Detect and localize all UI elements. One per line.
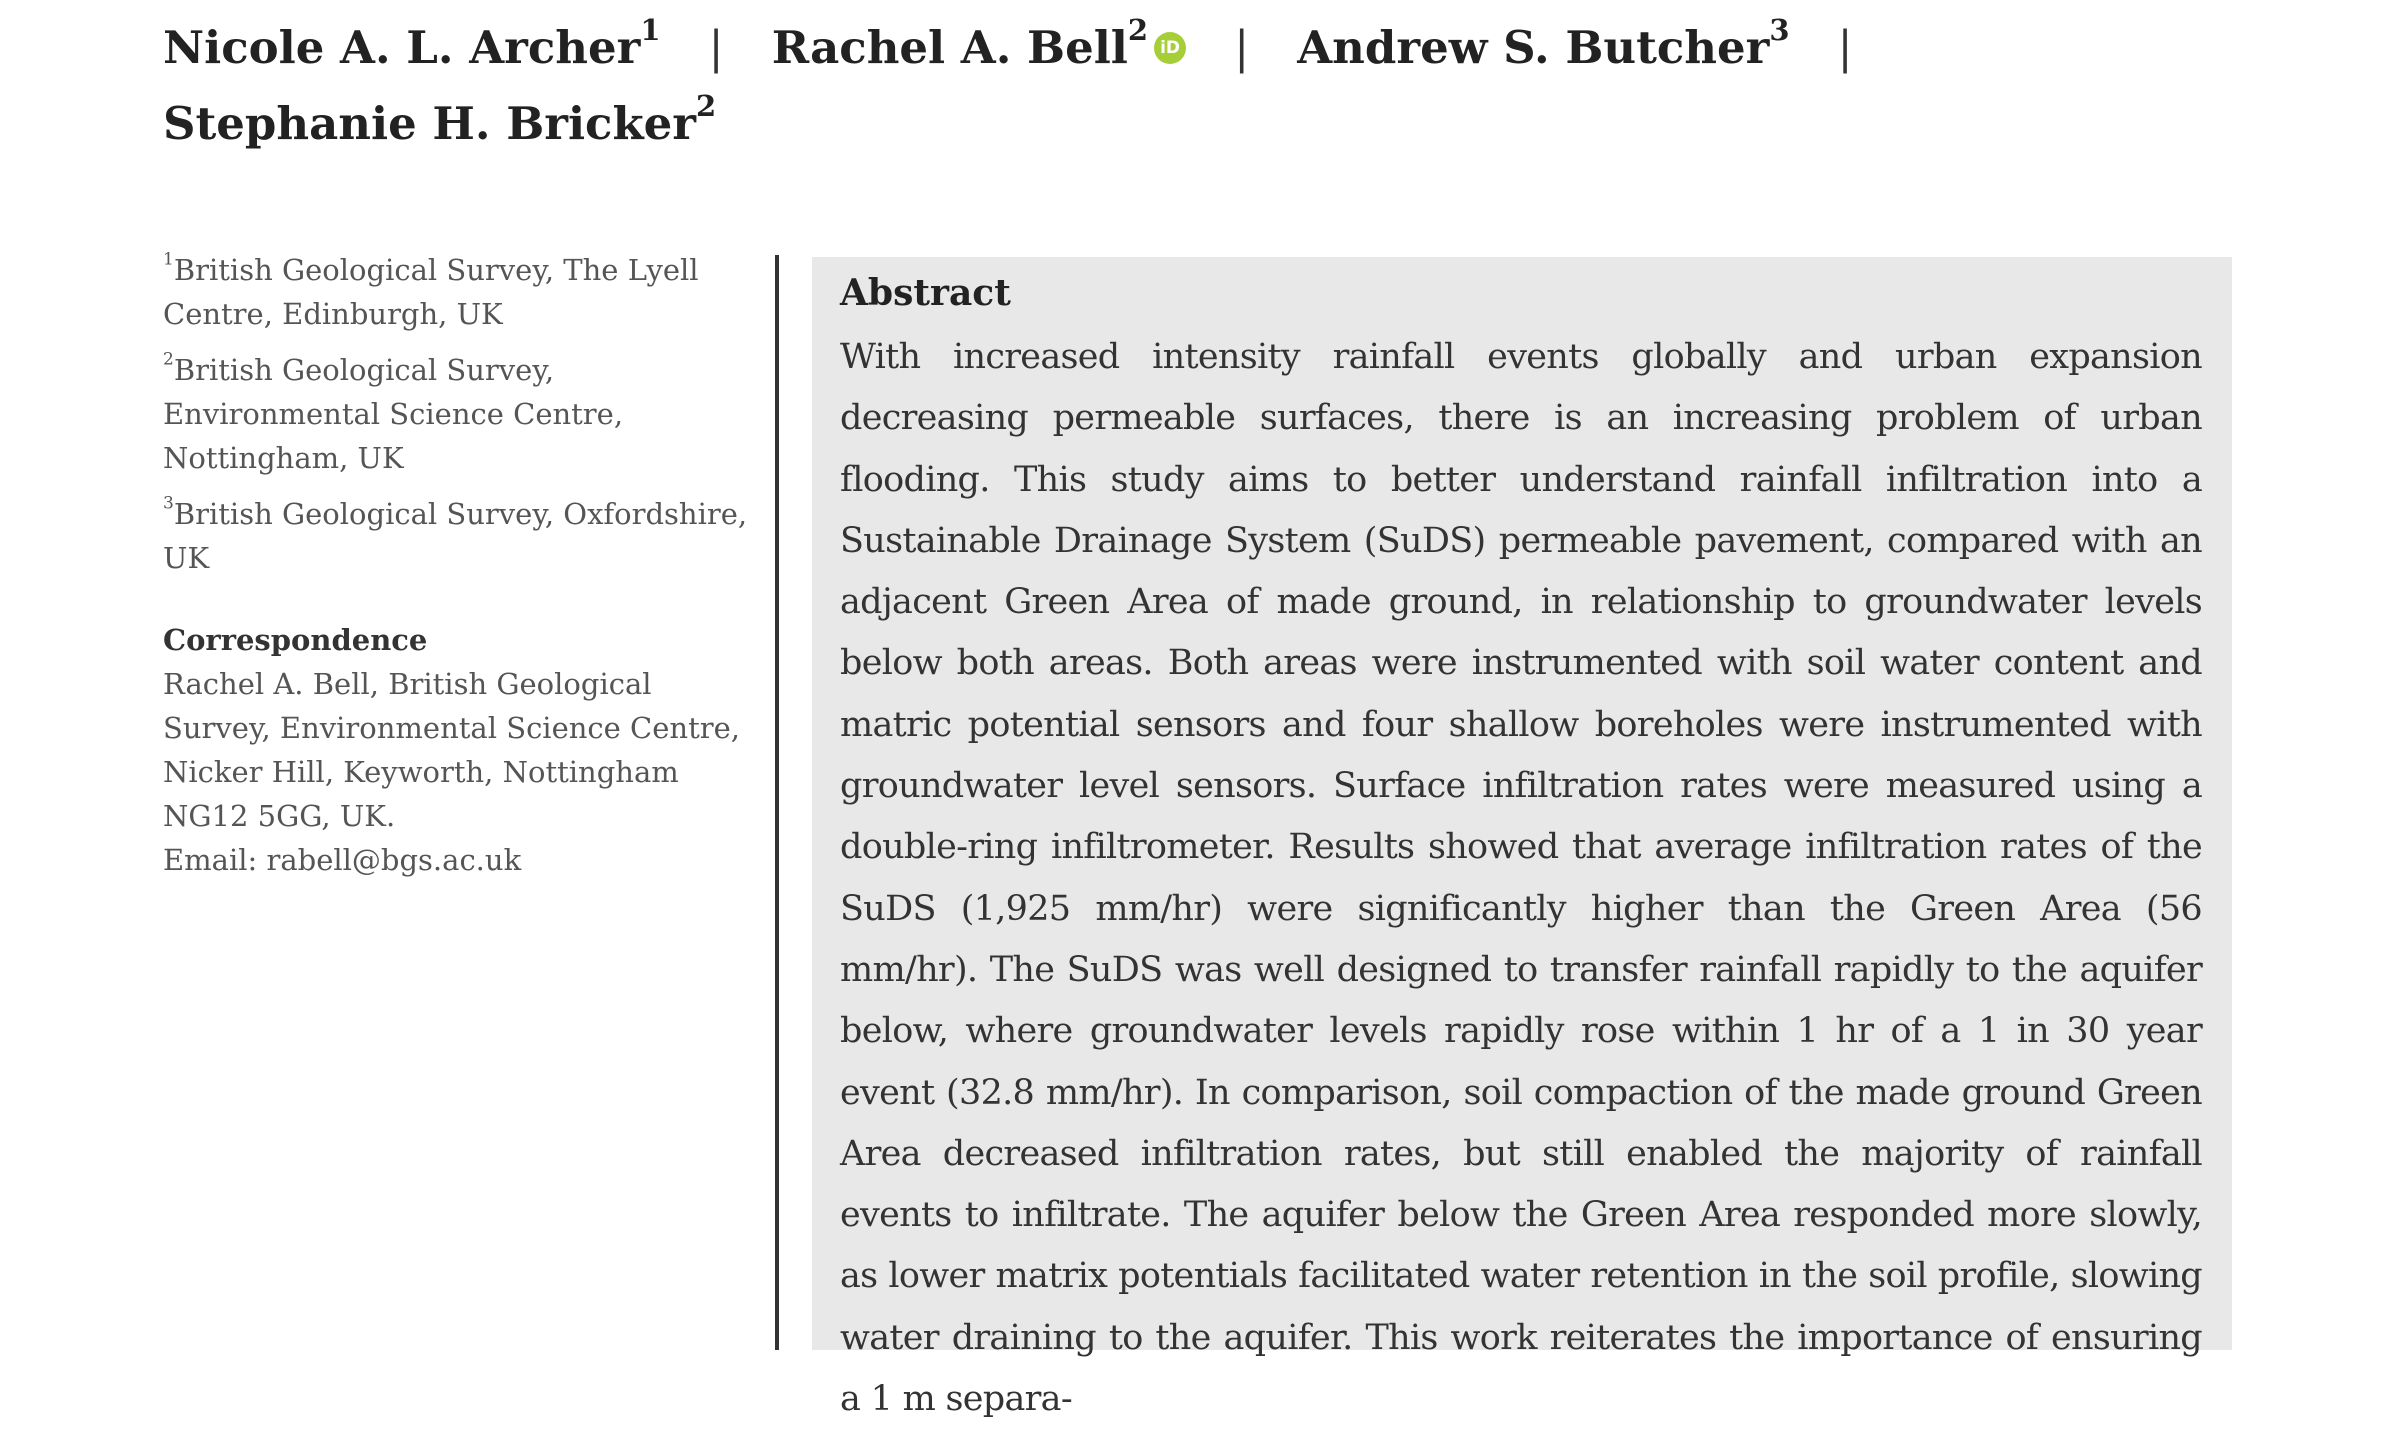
author-separator: | xyxy=(708,21,724,74)
author-separator: | xyxy=(1234,21,1250,74)
author-name: Nicole A. L. Archer$^1$ xyxy=(163,12,661,74)
affiliation-superscript: 1 xyxy=(163,249,174,270)
affiliation xyxy=(163,348,763,480)
orcid-icon[interactable]: iD xyxy=(1154,32,1186,64)
affiliation-text: British Geological Survey, Oxfordshire, UK xyxy=(163,497,748,575)
author-list xyxy=(163,10,2063,162)
author-superscript: 2 xyxy=(695,88,717,123)
correspondence-address: Rachel A. Bell, British Geological Survey, Environmental Science Centre, Nicker Hill, Keyworth, Nottingham NG12 5GG, UK. xyxy=(163,667,740,833)
affiliation-text: British Geological Survey, The Lyell Centre, Edinburgh, UK xyxy=(163,253,699,331)
author-separator: | xyxy=(1837,21,1853,74)
author-name: Stephanie H. Bricker$^2$ xyxy=(163,88,717,150)
author-superscript: 3 xyxy=(1769,12,1790,47)
author-superscript: 1 xyxy=(640,12,661,47)
author-name: Andrew S. Butcher$^3$ xyxy=(1297,12,1790,74)
correspondence-email[interactable]: Email: rabell@bgs.ac.uk xyxy=(163,843,522,877)
author-superscript: 2 xyxy=(1127,12,1149,47)
abstract-text: With increased intensity rainfall events globally and urban expansion decreasing permeable surfaces, there is an increasing problem of urban flooding. This study aims to better understand rainfall infiltration into a Sustainable Drainage System (SuDS) permeable pavement, compared with an adjacent Green Area of made ground, in relationship to groundwater levels below both areas. Both areas were instrumented with soil water content and matric potential sensors and four shallow boreholes were instrumented with groundwater level sensors. Surface infiltration rates were measured using a double-ring infiltrometer. Results showed that average infiltration rates of the SuDS (1,925 mm/hr) were significantly higher than the Green Area (56 mm/hr). The SuDS was well designed to transfer rainfall rapidly to the aquifer below, where groundwater levels rapidly rose within 1 hr of a 1 in 30 year event (32.8 mm/hr). In comparison, soil compaction of the made ground Green Area decreased infiltration rates, but still enabled the majority of rainfall events to infiltrate. The aquifer below the Green Area responded more slowly, as lower matrix potentials facilitated water retention in the soil profile, slowing water draining to the aquifer. This work reiterates the importance of ensuring a 1 m separa- xyxy=(840,337,2202,1420)
abstract-heading: Abstract xyxy=(840,272,1011,314)
affiliation-text: British Geological Survey, Environmental Science Centre, Nottingham, UK xyxy=(163,353,624,475)
sidebar-info xyxy=(163,248,763,882)
abstract-panel xyxy=(812,257,2232,1420)
affiliation xyxy=(163,248,763,336)
affiliation-superscript: 3 xyxy=(163,493,174,514)
column-divider xyxy=(775,255,779,1350)
affiliation xyxy=(163,492,763,580)
correspondence-heading: Correspondence xyxy=(163,623,428,657)
author-name: Rachel A. Bell$^2$iD xyxy=(772,21,1186,74)
affiliation-superscript: 2 xyxy=(163,349,174,370)
